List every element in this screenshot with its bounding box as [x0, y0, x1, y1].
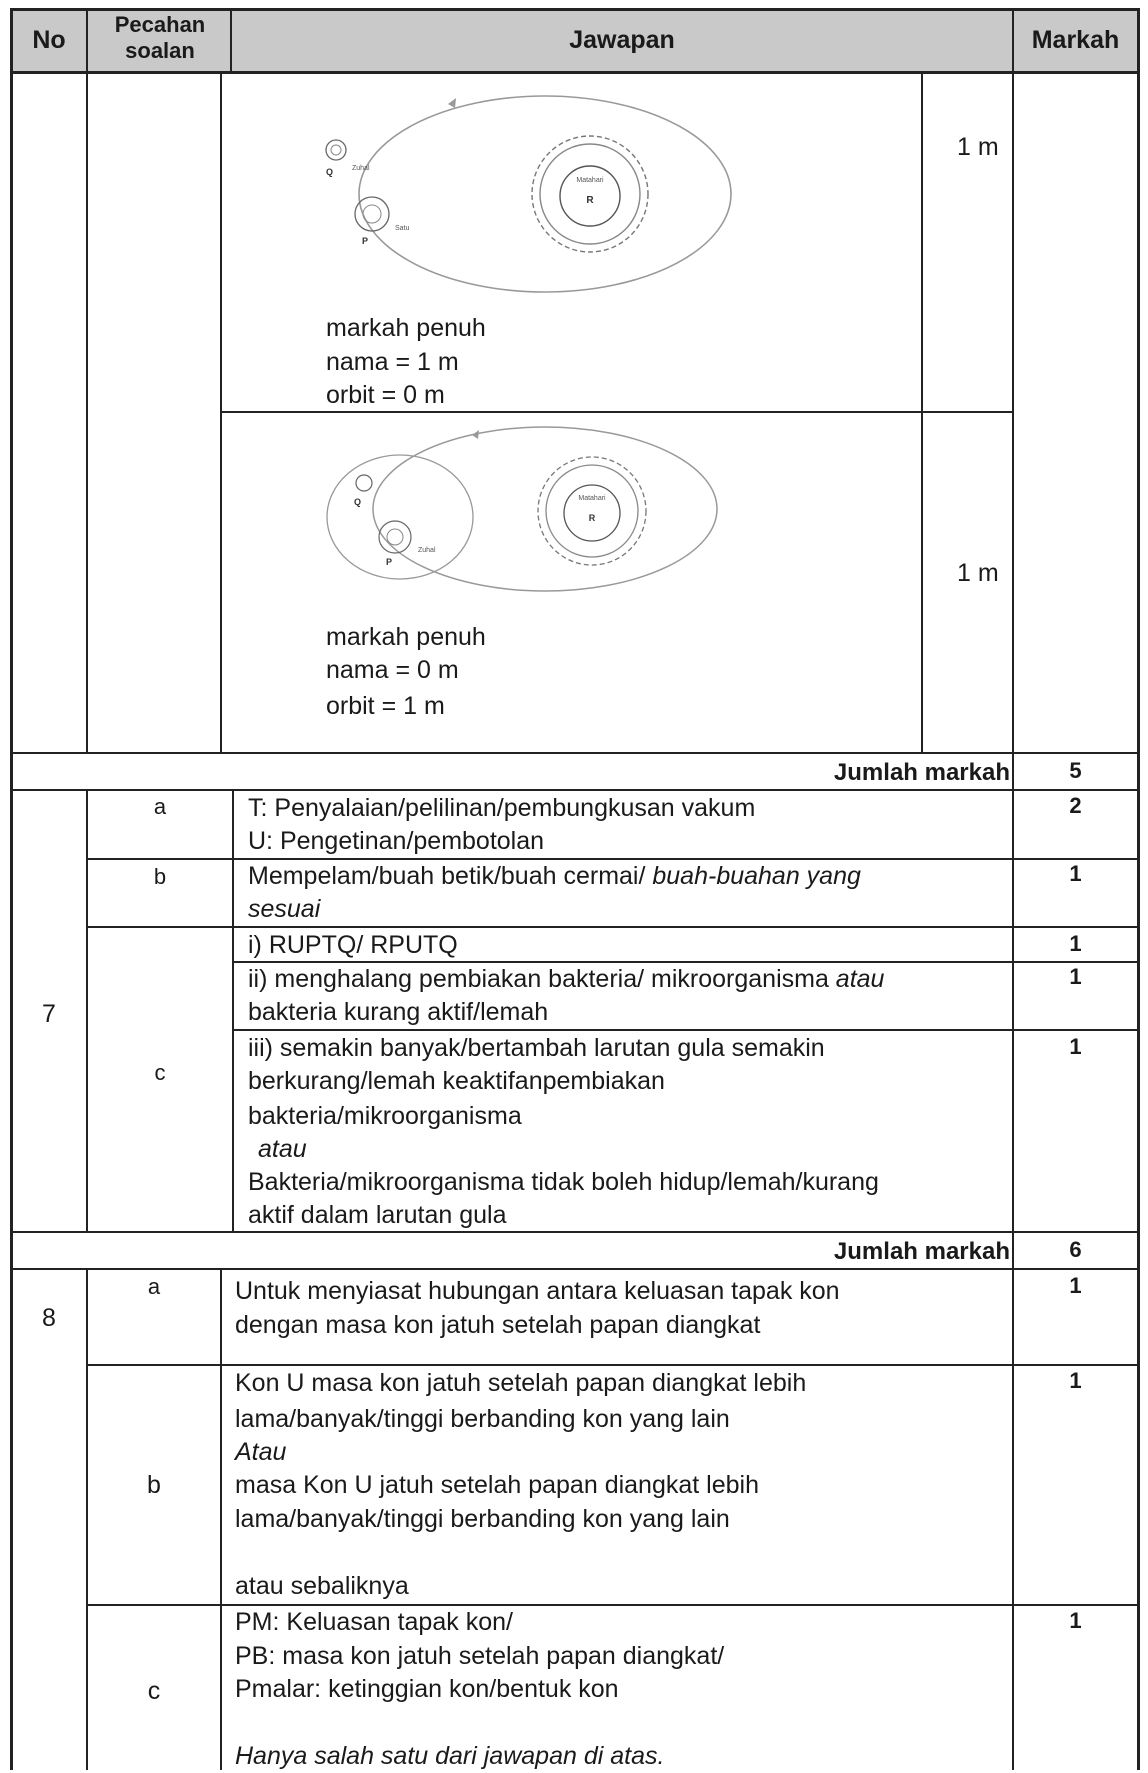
answer-line: T: Penyalaian/pelilinan/pembungkusan vakum	[248, 794, 756, 822]
sun-letter: R	[586, 195, 594, 206]
question-number: 7	[42, 1000, 56, 1028]
answer-line: Untuk menyiasat hubungan antara keluasan tapak kon	[235, 1277, 840, 1305]
header-pecahan: Pecahan soalan	[114, 12, 206, 63]
answer-line: Bakteria/mikroorganisma tidak boleh hidup/lemah/kurang	[248, 1168, 879, 1196]
row-divider	[10, 752, 1140, 754]
note-line: nama = 0 m	[326, 656, 459, 684]
planet-p-icon	[355, 197, 410, 246]
svg-text:Q: Q	[354, 497, 362, 507]
note-line: orbit = 0 m	[326, 381, 445, 409]
mark-value: 1	[1069, 1368, 1082, 1393]
answer-line: atau sebaliknya	[235, 1572, 409, 1600]
solar-system-diagram-2	[320, 425, 720, 625]
mark-value: 1 m	[957, 559, 999, 587]
sun-icon	[538, 457, 646, 565]
part-label: a	[153, 794, 167, 819]
total-marks-value: 6	[1069, 1237, 1082, 1262]
solar-system-diagram-1	[300, 84, 740, 314]
mark-value: 1	[1069, 964, 1082, 989]
header-border-bottom	[10, 71, 1140, 74]
svg-text:Zuhal: Zuhal	[418, 547, 436, 554]
answer-line: lama/banyak/tinggi berbanding kon yang lain	[235, 1505, 730, 1533]
planet-q-icon	[326, 140, 370, 177]
mark-value: 1 m	[957, 133, 999, 161]
part-label: c	[147, 1677, 161, 1705]
col-divider	[86, 789, 88, 1231]
svg-text:Satu: Satu	[395, 225, 410, 232]
svg-text:Matahari: Matahari	[578, 495, 606, 502]
row-divider	[86, 926, 1140, 928]
answer-line: U: Pengetinan/pembotolan	[248, 827, 545, 855]
planet-p-icon	[379, 521, 436, 567]
total-marks-label: Jumlah markah	[833, 759, 1010, 786]
col-divider	[1012, 72, 1014, 790]
part-label: b	[147, 1471, 161, 1499]
answer-line: atau	[258, 1135, 307, 1163]
total-marks-label: Jumlah markah	[833, 1238, 1010, 1265]
answer-line: PB: masa kon jatuh setelah papan diangkat/	[235, 1642, 725, 1670]
answer-line: sesuai	[248, 895, 321, 923]
col-divider	[86, 72, 88, 752]
svg-text:Zuhal: Zuhal	[352, 165, 370, 172]
answer-line: Mempelam/buah betik/buah cermai/ buah-buahan yang	[248, 862, 861, 890]
col-divider	[86, 8, 88, 72]
answer-line: aktif dalam larutan gula	[248, 1201, 507, 1229]
answer-line: iii) semakin banyak/bertambah larutan gula semakin	[248, 1034, 825, 1062]
table-border-left	[10, 8, 13, 1770]
header-markah: Markah	[1031, 26, 1120, 54]
part-label: c	[154, 1060, 166, 1085]
answer-line: bakteria/mikroorganisma	[248, 1102, 522, 1130]
note-line: markah penuh	[326, 623, 486, 651]
answer-line: ii) menghalang pembiakan bakteria/ mikroorganisma atau	[248, 965, 885, 993]
answer-line: masa Kon U jatuh setelah papan diangkat lebih	[235, 1471, 759, 1499]
answer-line: dengan masa kon jatuh setelah papan diangkat	[235, 1311, 761, 1339]
svg-text:Q: Q	[326, 167, 334, 177]
answer-line: i) RUPTQ/ RPUTQ	[248, 931, 458, 959]
note-line: nama = 1 m	[326, 348, 459, 376]
col-divider	[1012, 1268, 1014, 1770]
answer-line: lama/banyak/tinggi berbanding kon yang lain	[235, 1405, 730, 1433]
total-marks-value: 5	[1069, 758, 1082, 783]
answer-line: Kon U masa kon jatuh setelah papan diangkat lebih	[235, 1369, 807, 1397]
answer-line: bakteria kurang aktif/lemah	[248, 998, 549, 1026]
row-divider	[232, 1029, 1140, 1031]
question-number: 8	[42, 1304, 56, 1332]
answer-line: PM: Keluasan tapak kon/	[235, 1608, 513, 1636]
sun-icon	[532, 136, 648, 252]
mark-value: 1	[1069, 1608, 1082, 1633]
answer-line: Hanya salah satu dari jawapan di atas.	[235, 1742, 665, 1770]
mark-value: 1	[1069, 861, 1082, 886]
part-label: a	[147, 1274, 161, 1299]
mark-value: 1	[1069, 931, 1082, 956]
mark-value: 1	[1069, 1034, 1082, 1059]
note-line: orbit = 1 m	[326, 692, 445, 720]
header-jawapan: Jawapan	[569, 26, 675, 54]
table-border-top	[10, 8, 1140, 11]
part-label: b	[153, 864, 167, 889]
answer-line: Atau	[235, 1438, 287, 1466]
planet-q-icon	[354, 475, 372, 507]
note-line: markah penuh	[326, 314, 486, 342]
svg-text:R: R	[588, 513, 596, 523]
mark-value: 2	[1069, 793, 1082, 818]
sun-label: Matahari	[576, 177, 604, 184]
table-border-right	[1137, 8, 1140, 1770]
col-divider	[220, 1268, 222, 1770]
row-divider	[86, 1364, 1140, 1366]
answer-line: Pmalar: ketinggian kon/bentuk kon	[235, 1675, 619, 1703]
mark-value: 1	[1069, 1273, 1082, 1298]
answer-line: berkurang/lemah keaktifanpembiakan	[248, 1067, 665, 1095]
header-no: No	[32, 26, 66, 54]
svg-text:P: P	[362, 236, 369, 246]
svg-text:P: P	[386, 557, 393, 567]
col-divider	[232, 789, 234, 1231]
row-divider	[10, 1231, 1140, 1233]
